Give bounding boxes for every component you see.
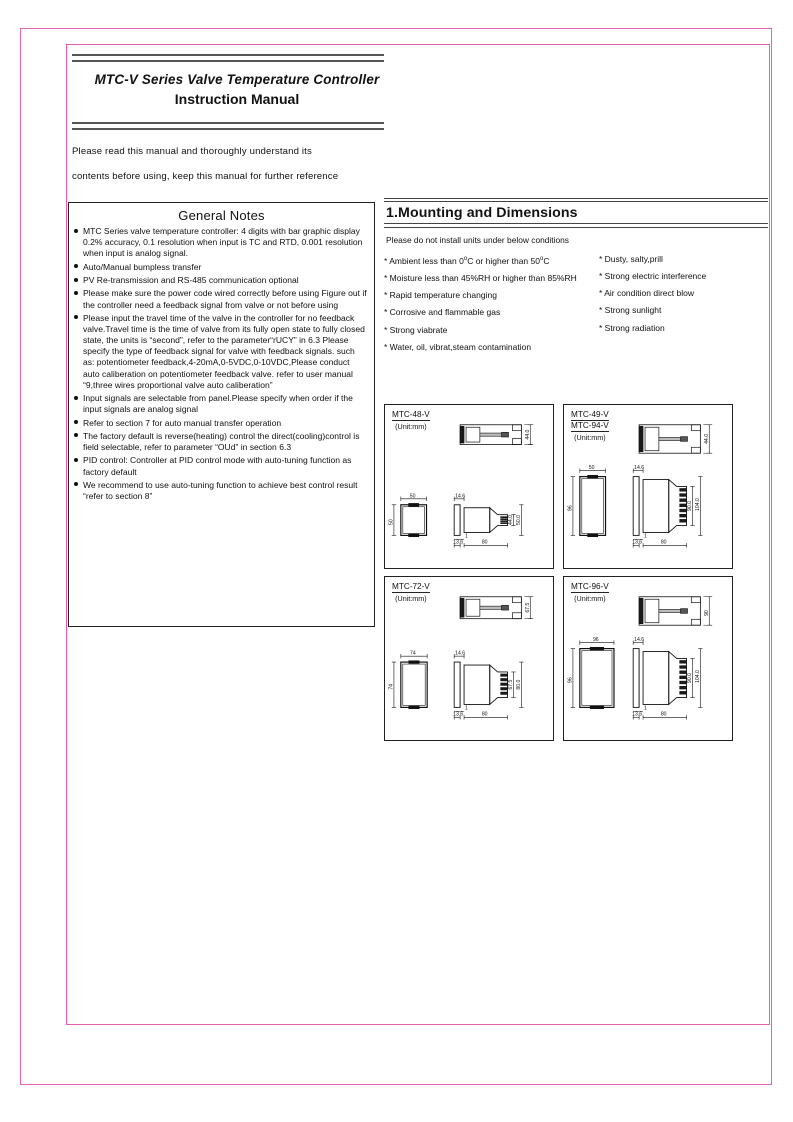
svg-text:96: 96 xyxy=(567,505,574,511)
conditions-lead: Please do not install units under below conditions xyxy=(386,234,569,245)
document-title-block xyxy=(72,72,402,107)
drawing-model-name: MTC-49-V xyxy=(571,410,609,419)
svg-text:67.5: 67.5 xyxy=(524,602,531,613)
general-notes-item xyxy=(69,480,374,502)
general-notes-item xyxy=(69,288,374,310)
svg-text:14.6: 14.6 xyxy=(455,650,466,657)
svg-text:80: 80 xyxy=(481,711,488,718)
svg-text:1: 1 xyxy=(644,533,647,540)
svg-text:96: 96 xyxy=(592,637,599,644)
general-notes-item-text: We recommend to use auto-tuning function to achieve best control result “refer to section 8” xyxy=(83,479,358,502)
bullet-icon xyxy=(74,458,78,462)
svg-text:13.6: 13.6 xyxy=(632,539,643,546)
svg-text:44.0: 44.0 xyxy=(703,433,710,444)
general-notes-item-text: PV Re-transmission and RS-485 communication optional xyxy=(83,275,299,285)
general-notes-item-text: Please input the travel time of the valve in the controller for no feedback valve.Travel time is the time of valve from its fully open state to fully closed state, the units is “second”, refer to the parameter“rUCY” in 6.3 Please specify the type of feedback signal for valve with feedback signals. such as: potentiometer feedback,4-20mA,0-5VDC,0-10VDC,Please conduct auto caliberation on potentiometer feedback valve. refer to user manual “9,three wires proportional valve auto caliberation” xyxy=(83,312,365,390)
svg-text:80: 80 xyxy=(660,539,667,546)
mounting-section xyxy=(384,198,768,356)
svg-text:50.0: 50.0 xyxy=(515,515,522,526)
svg-text:90.0: 90.0 xyxy=(686,500,693,511)
svg-text:14.6: 14.6 xyxy=(634,637,645,644)
general-notes-item-text: Input signals are selectable from panel.Please specify when order if the input signals are analog signal xyxy=(83,393,353,415)
svg-text:74: 74 xyxy=(410,650,416,657)
drawing-model-name: MTC-72-V xyxy=(392,582,430,591)
bullet-icon xyxy=(74,291,78,295)
drawing-model-name-2: MTC-94-V xyxy=(571,421,609,430)
page-subtitle: Instruction Manual xyxy=(174,91,300,107)
svg-text:80: 80 xyxy=(481,539,488,546)
bullet-icon xyxy=(74,420,78,424)
svg-text:90.0: 90.0 xyxy=(686,672,693,683)
page-title: MTC-V Series Valve Temperature Controller xyxy=(94,72,380,87)
general-notes-item-text: PID control: Controller at PID control mode with auto-tuning function as factory default xyxy=(83,455,352,477)
general-notes-item xyxy=(69,226,374,259)
dimension-drawings-grid xyxy=(384,404,773,748)
drawing-row xyxy=(384,404,773,576)
bullet-icon xyxy=(74,264,78,268)
svg-text:90: 90 xyxy=(703,610,710,616)
svg-text:74: 74 xyxy=(388,683,395,690)
general-notes-item-text: MTC Series valve temperature controller: 4 digits with bar graphic display 0.2% accuracy, 0.1 resolution when input is TC and RTD, 0.001 resolution when input is analog signal. xyxy=(83,226,363,259)
bullet-icon xyxy=(74,433,78,437)
general-notes-item xyxy=(69,262,374,273)
page-content xyxy=(66,44,770,1025)
general-notes-item-text: Refer to section 7 for auto manual transfer operation xyxy=(83,417,282,428)
header-rule-bottom-2 xyxy=(72,128,384,130)
svg-text:80: 80 xyxy=(660,711,667,718)
svg-text:50: 50 xyxy=(388,519,395,526)
svg-text:104.0: 104.0 xyxy=(694,670,701,683)
svg-text:104.0: 104.0 xyxy=(694,498,701,511)
svg-text:96: 96 xyxy=(567,677,574,683)
general-notes-item xyxy=(69,393,374,415)
general-notes-item xyxy=(69,418,374,429)
bullet-icon xyxy=(74,482,78,486)
section-rule-bottom xyxy=(384,223,768,228)
condition-item: * Strong radiation xyxy=(599,322,665,333)
drawing-model-name: MTC-48-V xyxy=(392,410,430,419)
general-notes-item-text: Auto/Manual bumpless transfer xyxy=(83,261,202,272)
conditions-list-right xyxy=(599,251,764,357)
section-heading: 1.Mounting and Dimensions xyxy=(386,205,578,221)
general-notes-item xyxy=(69,431,374,453)
drawing-unit-note: (Unit:mm) xyxy=(574,433,606,442)
general-notes-item xyxy=(69,275,374,286)
svg-text:13.6: 13.6 xyxy=(632,711,643,718)
general-notes-heading: General Notes xyxy=(178,208,265,223)
general-notes-item xyxy=(69,313,374,391)
bullet-icon xyxy=(74,396,78,400)
condition-item: * Ambient less than 0$^o$C or higher than 50$^o$C xyxy=(384,255,550,266)
header-rule-top-2 xyxy=(72,60,384,62)
dimension-drawing-mtc-48-v xyxy=(384,404,554,569)
general-notes-item xyxy=(69,455,374,477)
svg-text:1: 1 xyxy=(465,705,468,712)
condition-item: * Rapid temperature changing xyxy=(384,289,497,300)
svg-text:14.6: 14.6 xyxy=(455,493,466,500)
dimension-drawing-mtc-72-v xyxy=(384,576,554,741)
condition-item: * Dusty, salty,prill xyxy=(599,253,663,264)
svg-text:13.6: 13.6 xyxy=(453,711,464,718)
condition-item: * Strong viabrate xyxy=(384,324,448,335)
drawing-row xyxy=(384,576,773,748)
conditions-list-left xyxy=(384,251,599,357)
drawing-unit-note: (Unit:mm) xyxy=(395,422,427,431)
bullet-icon xyxy=(74,229,78,233)
condition-item: * Water, oil, vibrat,steam contamination xyxy=(384,341,532,352)
svg-text:13.6: 13.6 xyxy=(453,539,464,546)
svg-text:14.6: 14.6 xyxy=(634,465,645,472)
header-rule-bottom-1 xyxy=(72,122,384,124)
header-rule-top-1 xyxy=(72,54,384,56)
svg-text:1: 1 xyxy=(644,705,647,712)
dimension-drawing-mtc-96-v xyxy=(563,576,733,741)
condition-item: * Corrosive and flammable gas xyxy=(384,307,501,318)
bullet-icon xyxy=(74,315,78,319)
general-notes-box xyxy=(68,202,375,627)
drawing-model-name: MTC-96-V xyxy=(571,582,609,591)
svg-text:50: 50 xyxy=(409,493,416,500)
conditions-columns xyxy=(384,251,768,357)
intro-text xyxy=(72,139,402,189)
condition-item: * Strong electric interference xyxy=(599,270,707,281)
dimension-drawing-mtc-49-v xyxy=(563,404,733,569)
svg-text:67.5: 67.5 xyxy=(507,679,514,690)
general-notes-list xyxy=(69,226,374,502)
svg-text:44.0: 44.0 xyxy=(524,429,531,440)
intro-line-2: contents before using, keep this manual for further reference xyxy=(72,171,339,182)
intro-line-1: Please read this manual and thoroughly understand its xyxy=(72,146,312,157)
condition-item: * Moisture less than 45%RH or higher than 85%RH xyxy=(384,272,577,283)
general-notes-item-text: Please make sure the power code wired correctly before using Figure out if the controller need a feedback signal from valve or not before using xyxy=(83,288,367,310)
svg-text:80.0: 80.0 xyxy=(515,679,522,690)
general-notes-item-text: The factory default is reverse(heating) control the direct(cooling)control is field selectable, refer to parameter “OUd” in section 6.3 xyxy=(83,430,360,453)
drawing-unit-note: (Unit:mm) xyxy=(395,594,427,603)
svg-text:50: 50 xyxy=(588,465,595,472)
condition-item: * Air condition direct blow xyxy=(599,288,694,299)
svg-text:1: 1 xyxy=(465,533,468,540)
drawing-unit-note: (Unit:mm) xyxy=(574,594,606,603)
condition-item: * Strong sunlight xyxy=(599,305,662,316)
svg-text:44.0: 44.0 xyxy=(507,515,514,526)
bullet-icon xyxy=(74,278,78,282)
